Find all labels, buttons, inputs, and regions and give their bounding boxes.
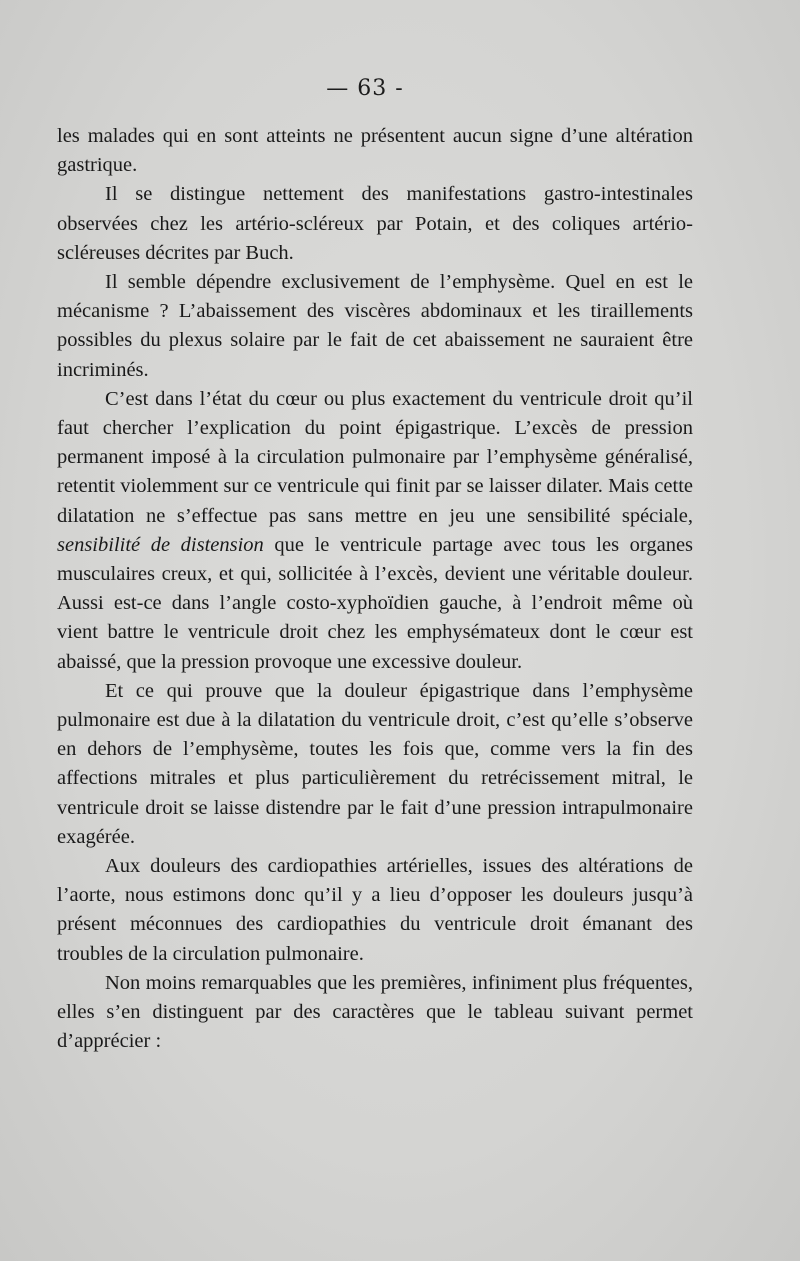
paragraph-1: les malades qui en sont atteints ne présentent aucun signe d’une altération gastrique.	[57, 125, 693, 177]
paragraph-4	[57, 385, 693, 677]
paragraph-3: Il semble dépendre exclusivement de l’emphysème. Quel en est le mécanisme ? L’abaissement des viscères abdominaux et les tiraillements possibles du plexus solaire par le fait de cet abaissement ne sauraient être incriminés.	[57, 271, 693, 381]
page-number: — 63 -	[326, 76, 404, 101]
paragraph-7: Non moins remarquables que les premières, infiniment plus fréquentes, elles s’en distinguent par des caractères que le tableau suivant permet d’apprécier :	[57, 971, 693, 1053]
paragraph-5: Et ce qui prouve que la douleur épigastrique dans l’emphysème pulmonaire est due à la dilatation du ventricule droit, c’est qu’elle s’observe en dehors de l’emphysème, toutes les fois que, comme vers la fin des affections mitrales et plus particulièrement du retrécissement mitral, le ventricule droit se laisse distendre par le fait d’une pression intrapulmonaire exagérée.	[57, 679, 693, 848]
italic-term: sensibilité de distension	[57, 533, 264, 556]
body-text	[57, 122, 693, 1057]
paragraph-6: Aux douleurs des cardiopathies artérielles, issues des altérations de l’aorte, nous estimons donc qu’il y a lieu d’opposer les douleurs jusqu’à présent méconnues des cardiopathies du ventricule droit émanant des troubles de la circulation pulmonaire.	[57, 855, 693, 965]
paragraph-2: Il se distingue nettement des manifestations gastro-intestinales observées chez les artério-scléreux par Potain, et des coliques artério-scléreuses décrites par Buch.	[57, 183, 693, 264]
paragraph-4-part-b: que le ventricule partage avec tous les organes musculaires creux, et qui, sollicitée à l’excès, devient une véritable douleur. Aussi est-ce dans l’angle costo-xyphoïdien gauche, à l’endroit même où vient battre le ventricule droit chez les emphysémateux dont le cœur est abaissé, que la pression provoque une excessive douleur.	[57, 533, 694, 673]
paragraph-4-part-a: C’est dans l’état du cœur ou plus exactement du ventricule droit qu’il faut chercher l’explication du point épigastrique. L’excès de pression permanent imposé à la circulation pulmonaire par l’emphysème généralisé, retentit violemment sur ce ventricule qui finit par se laisser dilater. Mais cette dilatation ne s’effectue pas sans mettre en jeu une sensibilité spéciale,	[57, 387, 693, 527]
